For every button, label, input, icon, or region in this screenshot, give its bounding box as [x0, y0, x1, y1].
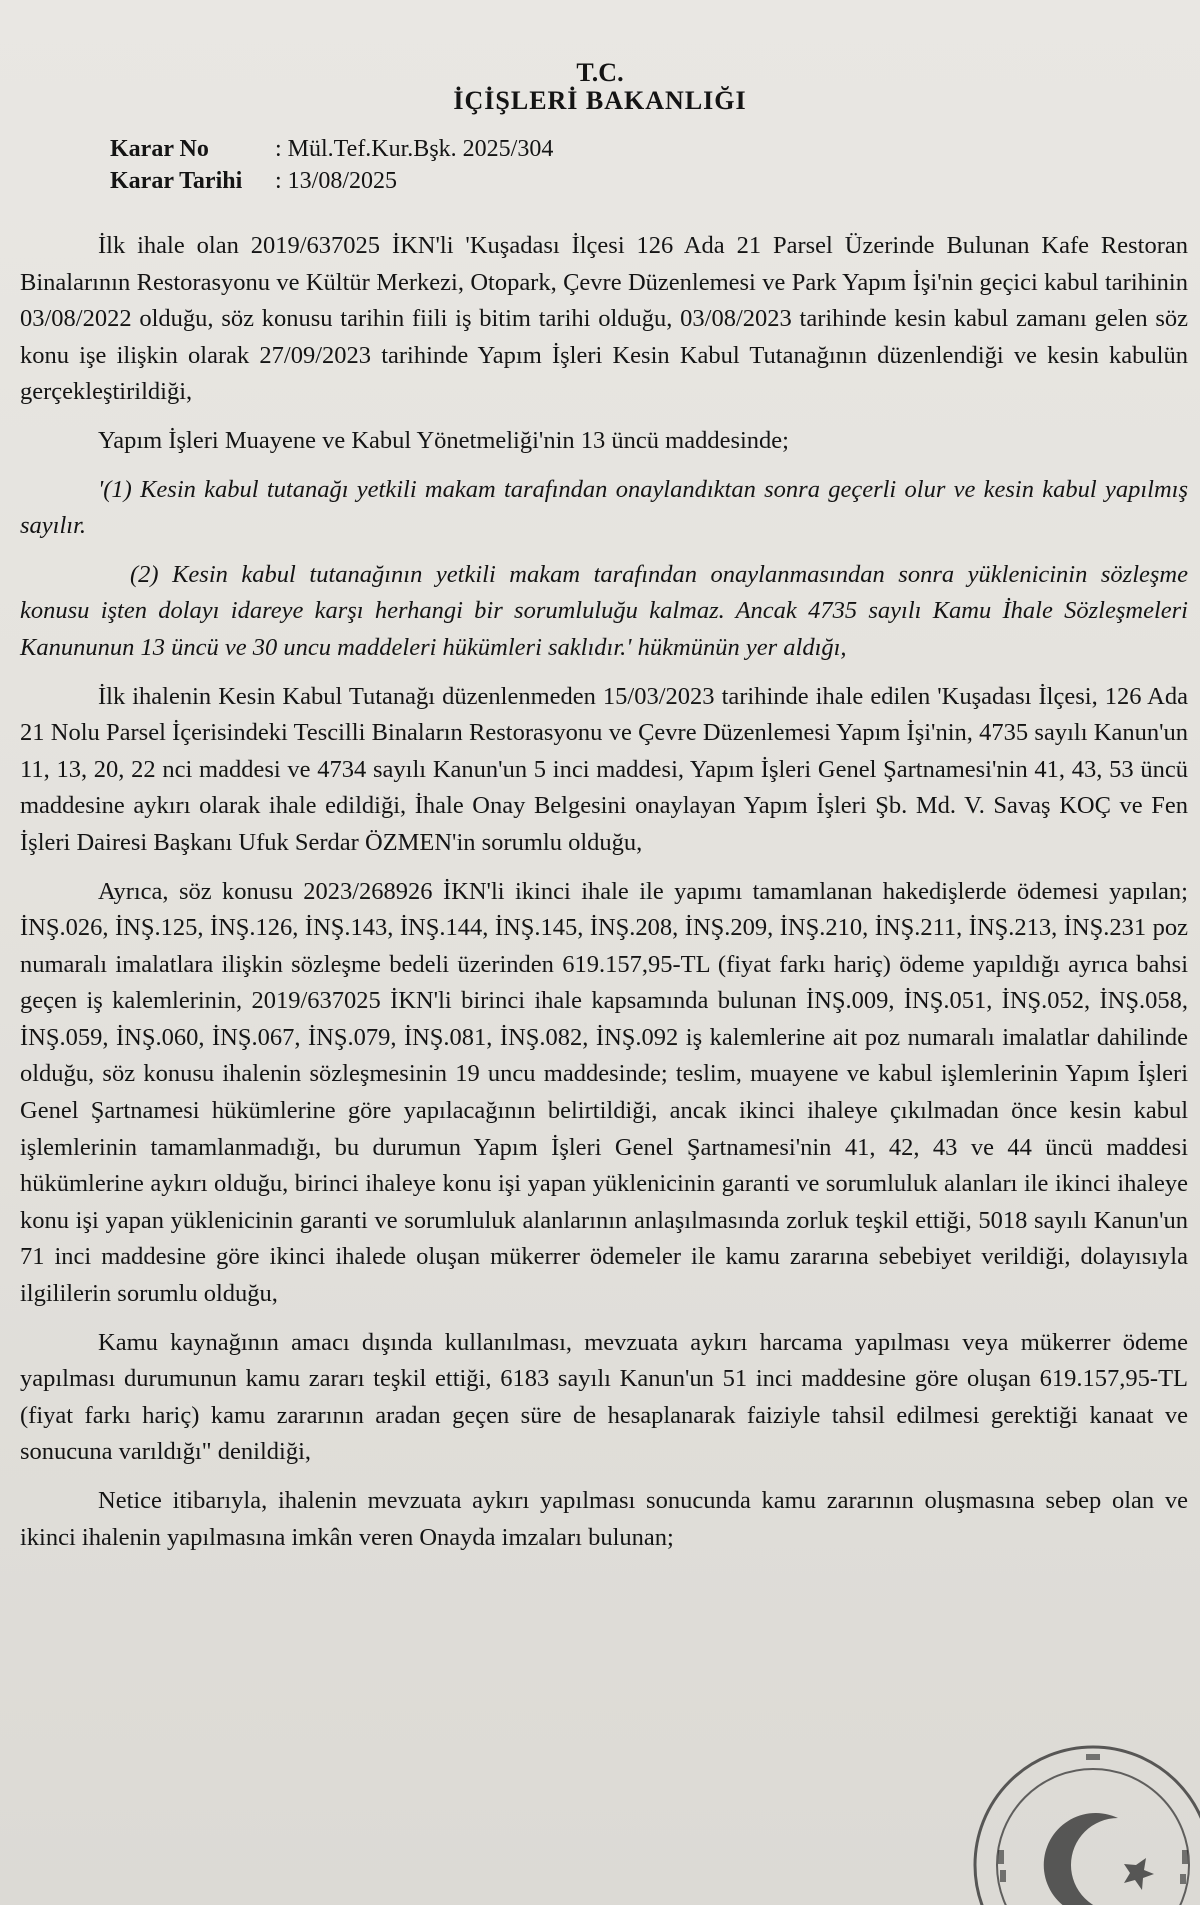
- header-country: T.C.: [576, 58, 624, 87]
- paragraph-first-tender: İlk ihale olan 2019/637025 İKN'li 'Kuşadası İlçesi 126 Ada 21 Parsel Üzerinde Bulunan Kafe Restoran Binalarının Restorasyonu ve Kültür Merkezi, Otopark, Çevre Düzenlemesi ve Park Yapım İşi'nin geçici kabul tarihinin 03/08/2022 olduğu, söz konusu tarihin fiili iş bitim tarihi olduğu, 03/08/2023 tarihinde kesin kabul zamanı gelen söz konu işe ilişkin olarak 27/09/2023 tarihinde Yapım İşleri Kesin Kabul Tutanağının düzenlendiği ve kesin kabulün gerçekleştirildiği,: [20, 232, 1188, 406]
- paragraph-quote-2: (2) Kesin kabul tutanağının yetkili makam tarafından onaylanmasından sonra yüklenicinin sözleşme konusu işten dolayı idareye karşı herhangi bir sorumluluğu kalmaz. Ancak 4735 sayılı Kamu İhale Sözleşmeleri Kanununun 13 üncü ve 30 uncu maddeleri hükümleri saklıdır.' hükmünün yer aldığı,: [20, 560, 1188, 661]
- decision-date-label: Karar Tarihi: [110, 168, 243, 194]
- decision-number-value: : Mül.Tef.Kur.Bşk. 2025/304: [275, 136, 554, 162]
- decision-date: [110, 168, 397, 195]
- paragraph-payments: Ayrıca, söz konusu 2023/268926 İKN'li ikinci ihale ile yapımı tamamlanan hakedişlerde ödemesi yapılan; İNŞ.026, İNŞ.125, İNŞ.126, İNŞ.143, İNŞ.144, İNŞ.145, İNŞ.208, İNŞ.209, İNŞ.210, İNŞ.211, İNŞ.213, İNŞ.231 poz numaralı imalatlara ilişkin sözleşme bedeli üzerinden 619.157,95-TL (fiyat farkı hariç) ödeme yapıldığı ayrıca bahsi geçen iş kalemlerinin, 2019/637025 İKN'li birinci ihale kapsamında bulunan İNŞ.009, İNŞ.051, İNŞ.052, İNŞ.058, İNŞ.059, İNŞ.060, İNŞ.067, İNŞ.079, İNŞ.081, İNŞ.082, İNŞ.092 iş kalemlerine ait poz numaralı imalatlar dahilinde olduğu, söz konusu ihalenin sözleşmesinin 19 uncu maddesinde; teslim, muayene ve kabul işlemlerinin Yapım İşleri Genel Şartnamesi hükümlerine göre yapılacağının belirtildiği, ancak ikinci ihaleye çıkılmadan önce kesin kabul işlemlerinin tamamlanmadığı, bu durumun Yapım İşleri Genel Şartnamesi'nin 41, 42, 43 ve 44 üncü maddesi hükümlerine aykırı olduğu, birinci ihaleye konu işi yapan yüklenicinin garanti ve sorumluluk alanları ile ikinci ihaleye konu işi yapan yüklenicinin garanti ve sorumluluk alanlarının anlaşılmasında zorluk teşkil ettiği, 5018 sayılı Kanun'un 71 inci maddesine göre ikinci ihalede oluşan mükerrer ödemeler ile kamu zararına sebebiyet verildiği, dolayısıyla ilgililerin sorumlu olduğu,: [20, 877, 1188, 1308]
- paragraph-conclusion: Netice itibarıyla, ihalenin mevzuata aykırı yapılması sonucunda kamu zararının oluşmasına sebep olan ve ikinci ihalenin yapılmasına imkân veren Onayda imzaları bulunan;: [20, 1487, 1188, 1551]
- header-ministry: İÇİŞLERİ BAKANLIĞI: [453, 86, 747, 115]
- paragraph-second-tender: İlk ihalenin Kesin Kabul Tutanağı düzenlenmeden 15/03/2023 tarihinde ihale edilen 'Kuşadası İlçesi, 126 Ada 21 Nolu Parsel İçerisindeki Tescilli Binaların Restorasyonu ve Çevre Düzenlemesi Yapım İşi'nin, 4735 sayılı Kanun'un 11, 13, 20, 22 nci maddesi ve 4734 sayılı Kanun'un 5 inci maddesi, Yapım İşleri Genel Şartnamesi'nin 41, 43, 53 üncü maddesine aykırı olarak ihale edildiği, İhale Onay Belgesini onaylayan Yapım İşleri Şb. Md. V. Savaş KOÇ ve Fen İşleri Dairesi Başkanı Ufuk Serdar ÖZMEN'in sorumlu olduğu,: [20, 682, 1188, 856]
- decision-date-value: : 13/08/2025: [275, 168, 398, 194]
- paragraph-quote-1: '(1) Kesin kabul tutanağı yetkili makam tarafından onaylandıktan sonra geçerli olur ve kesin kabul yapılmış sayılır.: [20, 475, 1188, 540]
- official-seal-icon: [968, 1740, 1200, 1905]
- paragraph-public-loss: Kamu kaynağının amacı dışında kullanılması, mevzuata aykırı harcama yapılması veya mükerrer ödeme yapılması durumunun kamu zararı teşkil ettiği, 6183 sayılı Kanun'un 51 inci maddesine göre oluşan 619.157,95-TL (fiyat farkı hariç) kamu zararının aradan geçen süre de hesaplanarak faiziyle tahsil edilmesi gerektiği kanaat ve sonucuna varıldığı" denildiği,: [20, 1328, 1188, 1466]
- decision-number-label: Karar No: [110, 136, 209, 162]
- decision-number: [110, 136, 553, 163]
- document-body: [20, 228, 1188, 1568]
- paragraph-regulation-ref: Yapım İşleri Muayene ve Kabul Yönetmeliği'nin 13 üncü maddesinde;: [98, 426, 789, 454]
